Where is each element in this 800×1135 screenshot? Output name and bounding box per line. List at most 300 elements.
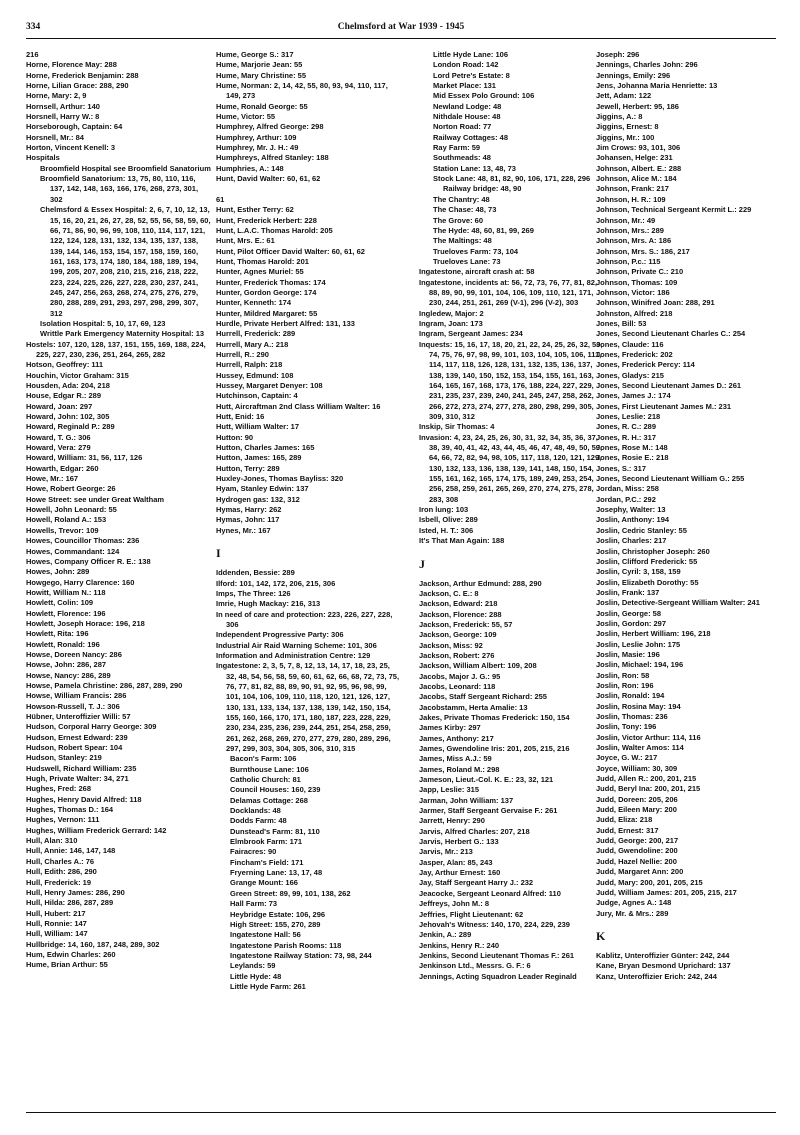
index-entry: Judd, Gwendoline: 200 <box>596 846 678 856</box>
index-subentry: Southmeads: 48 <box>433 153 491 163</box>
index-entry: Jackson, Robert: 276 <box>419 650 495 660</box>
index-entry: Hughes, Fred: 268 <box>26 784 92 794</box>
index-entry: Joslin, Frank: 137 <box>596 587 660 597</box>
index-entry: Joslin, Herbert William: 196, 218 <box>596 629 711 639</box>
index-entry: Judd, Hazel Nellie: 200 <box>596 856 677 866</box>
index-entry: Hull, Charles A.: 76 <box>26 856 95 866</box>
index-entry: Jasper, Alan: 85, 243 <box>419 857 493 867</box>
index-entry: Howard, Joan: 297 <box>26 401 93 411</box>
index-entry: Hutton, Terry: 289 <box>216 463 280 473</box>
index-entry: Howes, Commandant: 124 <box>26 546 120 556</box>
index-subentry: Dunstead's Farm: 81, 110 <box>230 826 320 836</box>
index-entry: Judd, Mary: 200, 201, 205, 215 <box>596 877 703 887</box>
index-entry: Hull, Hilda: 286, 287, 289 <box>26 898 114 908</box>
index-entry: Jones, Rose M.: 148 <box>596 443 668 453</box>
index-entry: Jiggins, A.: 8 <box>596 112 643 122</box>
index-subentry: Norton Road: 77 <box>433 122 492 132</box>
index-entry: Judd, George: 200, 217 <box>596 836 679 846</box>
index-subentry: Ray Farm: 59 <box>433 143 481 153</box>
index-entry: Jarvis, Mr.: 213 <box>419 847 473 857</box>
index-entry: Hunter, Mildred Margaret: 55 <box>216 308 318 318</box>
index-entry: Hurrell, Frederick: 289 <box>216 329 296 339</box>
index-entry: Hughes, Henry David Alfred: 118 <box>26 794 142 804</box>
index-entry: Jackson, Arthur Edmund: 288, 290 <box>419 578 542 588</box>
index-entry: Jeacocke, Sergeant Leonard Alfred: 110 <box>419 888 561 898</box>
index-entry: Jones, Second Lieutenant William G.: 255 <box>596 474 745 484</box>
index-entry: Jordan, Miss: 258 <box>596 484 659 494</box>
index-entry: Jackson, Edward: 218 <box>419 599 498 609</box>
index-entry: Hunt, L.A.C. Thomas Harold: 205 <box>216 225 333 235</box>
index-entry: Jehovah's Witness: 140, 170, 224, 229, 239 <box>419 919 570 929</box>
index-entry: Howlett, Ronald: 196 <box>26 639 100 649</box>
index-subentry: London Road: 142 <box>433 60 499 70</box>
index-entry: Hugh, Private Walter: 34, 271 <box>26 774 129 784</box>
index-entry: Hutt, William Walter: 17 <box>216 422 299 432</box>
index-entry: Hull, William: 147 <box>26 929 88 939</box>
index-entry: Hudson, Stanley: 219 <box>26 753 102 763</box>
index-entry: Johnson, Mrs. A: 186 <box>596 236 672 246</box>
page-number: 334 <box>26 22 41 32</box>
index-subentry: Mid Essex Polo Ground: 106 <box>433 91 535 101</box>
index-entry: Huxley-Jones, Thomas Bayliss: 320 <box>216 474 344 484</box>
index-entry: Hutton, Charles James: 165 <box>216 443 315 453</box>
index-entry: Horne, Florence May: 288 <box>26 60 117 70</box>
index-entry: Hostels: 107, 120, 128, 137, 151, 155, 169, 188, 224, 225, 227, 230, 236, 251, 264, 265, 282 <box>26 339 206 359</box>
index-entry: Hunter, Agnes Muriel: 55 <box>216 267 304 277</box>
index-subentry: Dodds Farm: 48 <box>230 816 287 826</box>
index-entry: Howe Street: see under Great Waltham <box>26 494 165 504</box>
index-entry: Hussey, Margaret Denyer: 108 <box>216 381 323 390</box>
index-subentry: The Grove: 60 <box>433 215 484 225</box>
index-entry: Jones, Rosie E.: 218 <box>596 453 669 463</box>
index-column-3 <box>419 50 605 982</box>
index-entry: Hum, Edwin Charles: 260 <box>26 949 116 959</box>
index-entry: Joslin, George: 58 <box>596 608 662 618</box>
index-subentry: Ingatestone Hall: 56 <box>230 930 301 940</box>
index-subentry: Leylands: 59 <box>230 961 276 971</box>
index-entry: Howse, John: 286, 287 <box>26 660 107 670</box>
index-entry: Howe, Mr.: 167 <box>26 474 79 484</box>
index-entry: Hunt, Pilot Officer David Walter: 60, 61, 62 <box>216 246 365 256</box>
index-entry: Jarmer, Staff Sergeant Gervaise F.: 261 <box>419 806 558 816</box>
index-entry: Joslin, Tony: 196 <box>596 722 657 732</box>
index-entry: Jameson, Lieut.-Col. K. E.: 23, 32, 121 <box>419 775 554 785</box>
index-subentry: Lord Petre's Estate: 8 <box>433 70 510 80</box>
index-entry: Johnson, P.c.: 115 <box>596 256 661 266</box>
index-entry: Hutchinson, Captain: 4 <box>216 391 298 401</box>
index-entry: Johnson, Alice M.: 184 <box>596 174 677 184</box>
index-entry: Jenkinson Ltd., Messrs. G. F.: 6 <box>419 961 531 971</box>
index-entry: Hudson, Ernest Edward: 239 <box>26 732 128 742</box>
index-entry: Industrial Air Raid Warning Scheme: 101, 306 <box>216 640 377 650</box>
index-entry: Howell, Roland A.: 153 <box>26 515 107 525</box>
index-entry: Jones, Second Lieutenant James D.: 261 <box>596 381 742 390</box>
index-entry: Jones, Claude: 116 <box>596 339 664 349</box>
index-entry: Hutton, James: 165, 289 <box>216 453 302 463</box>
index-entry: Jeffries, Flight Lieutenant: 62 <box>419 909 524 919</box>
index-entry: Howse, Pamela Christine: 286, 287, 289, 290 <box>26 680 183 690</box>
index-entry: Howlett, Florence: 196 <box>26 608 106 618</box>
index-entry: Johnson, Mr.: 49 <box>596 215 656 225</box>
index-entry: Hull, Annie: 146, 147, 148 <box>26 846 116 856</box>
index-entry: Howitt, William N.: 118 <box>26 587 106 597</box>
index-entry: Jones, James J.: 174 <box>596 391 671 401</box>
index-entry: Jenkins, Second Lieutenant Thomas F.: 261 <box>419 950 575 960</box>
index-entry: Howes, John: 289 <box>26 567 90 577</box>
index-entry: Ilford: 101, 142, 172, 206, 215, 306 <box>216 578 336 588</box>
index-subentry: Ingatestone Parish Rooms: 118 <box>230 940 342 950</box>
index-entry: Jacobs, Major J. G.: 95 <box>419 671 501 681</box>
index-subentry: Fincham's Field: 171 <box>230 857 304 867</box>
index-subentry: Burnthouse Lane: 106 <box>230 764 309 774</box>
index-entry: Iddenden, Bessie: 289 <box>216 568 295 578</box>
index-subentry: Delamas Cottage: 268 <box>230 795 308 805</box>
index-subentry: Fairacres: 90 <box>230 847 277 857</box>
index-entry: Johnson, Mrs.: 289 <box>596 225 664 235</box>
index-entry: Hurdle, Private Herbert Alfred: 131, 133 <box>216 318 355 328</box>
index-entry: Jewell, Herbert: 95, 186 <box>596 101 679 111</box>
index-subentry: Fryerning Lane: 13, 17, 48 <box>230 868 323 878</box>
index-entry: Ingram, Sergeant James: 234 <box>419 329 523 339</box>
spacer <box>216 184 402 194</box>
index-entry: Joyce, William: 30, 309 <box>596 763 678 773</box>
index-entry: Hull, Henry James: 286, 290 <box>26 887 125 897</box>
index-entry: Johnson, Thomas: 109 <box>596 277 678 287</box>
index-subentry: Trueloves Farm: 73, 104 <box>433 246 519 256</box>
index-entry: Isted, H. T.: 306 <box>419 525 474 535</box>
index-entry: Judd, Margaret Ann: 200 <box>596 867 684 877</box>
index-entry: Howgego, Harry Clarence: 160 <box>26 577 135 587</box>
index-entry: Hudson, Corporal Harry George: 309 <box>26 722 157 732</box>
index-entry: James, Miss A.J.: 59 <box>419 754 492 764</box>
index-entry: Ingledew, Major: 2 <box>419 308 484 318</box>
index-entry: Inskip, Sir Thomas: 4 <box>419 422 495 432</box>
index-entry: Jordan, P.C.: 292 <box>596 494 656 504</box>
index-entry: Hume, Ronald George: 55 <box>216 101 308 111</box>
index-entry: Jennings, Acting Squadron Leader Reginald <box>419 971 577 981</box>
index-entry: Hutton: 90 <box>216 432 254 442</box>
index-subentry: Writtle Park Emergency Maternity Hospital: 13 <box>40 329 205 339</box>
index-subentry: Little Hyde Lane: 106 <box>433 50 509 59</box>
index-entry: Joslin, Ron: 196 <box>596 680 654 690</box>
index-entry: Hydrogen gas: 132, 312 <box>216 494 300 504</box>
index-entry: Jarvis, Herbert G.: 133 <box>419 837 499 847</box>
index-entry: Judd, Eileen Mary: 200 <box>596 805 677 815</box>
index-entry: Jarvis, Alfred Charles: 207, 218 <box>419 826 530 836</box>
index-entry: Kane, Bryan Desmond Uprichard: 137 <box>596 961 731 971</box>
index-entry: Johnson, Technical Sergeant Kermit L.: 229 <box>596 205 752 215</box>
index-column-2 <box>216 50 402 992</box>
index-entry: Joslin, Gordon: 297 <box>596 618 667 628</box>
index-entry: Hudson, Robert Spear: 104 <box>26 743 123 753</box>
index-subentry: Hall Farm: 73 <box>230 899 278 909</box>
index-entry: Invasion: 4, 23, 24, 25, 26, 30, 31, 32, 34, 35, 36, 37, 38, 39, 40, 41, 42, 43, 44, 45, 46, 47, 48, 49, 50, 59, 64, 66, 72, 82, 94, 98, 105, 117, 118, 120, 121, 129, 130, 132, 133, 136, 138, 139, 141, 148, 150, 154, 155, 161, 162, 165, 174, 175, 189, 249, 253, 254, 256, 258, 259, 261, 265, 269, 270, 274, 275, 278, 283, 308 <box>419 432 603 504</box>
index-entry: Jones, Bill: 53 <box>596 318 647 328</box>
index-subentry: Ingatestone Railway Station: 73, 98, 244 <box>230 950 372 960</box>
index-entry: Joslin, Clifford Frederick: 55 <box>596 556 698 566</box>
index-entry: Hull, Frederick: 19 <box>26 877 92 887</box>
index-entry: Joslin, Rosina May: 194 <box>596 701 681 711</box>
index-entry: Horsnell, Mr.: 84 <box>26 132 84 142</box>
index-entry: Joslin, Elizabeth Dorothy: 55 <box>596 577 699 587</box>
index-entry: Horsnell, Harry W.: 8 <box>26 112 100 122</box>
index-entry: Joseph: 296 <box>596 50 640 59</box>
index-subentry: Broomfield Sanatorium: 13, 75, 80, 110, 116, 137, 142, 148, 163, 166, 176, 268, 273, 301, 302 <box>40 174 199 204</box>
index-entry: Joslin, Charles: 217 <box>596 536 667 546</box>
index-entry: Hunter, Frederick Thomas: 174 <box>216 277 326 287</box>
index-entry: Hume, Victor: 55 <box>216 112 276 122</box>
index-entry: Jackson, George: 109 <box>419 630 497 640</box>
index-entry: Ingram, Joan: 173 <box>419 318 483 328</box>
index-entry: Kanz, Unteroffizier Erich: 242, 244 <box>596 971 717 981</box>
index-entry: Joslin, Masie: 196 <box>596 649 660 659</box>
index-entry: Jenkins, Henry R.: 240 <box>419 940 500 950</box>
index-entry: Joslin, Leslie John: 175 <box>596 639 681 649</box>
index-entry: Jackson, Frederick: 55, 57 <box>419 619 513 629</box>
index-subentry: Stock Lane: 48, 81, 82, 90, 106, 171, 228, 296 <box>433 174 591 184</box>
index-entry: Joslin, Victor Arthur: 114, 116 <box>596 732 701 742</box>
index-entry: Independent Progressive Party: 306 <box>216 630 344 640</box>
index-entry: Jennings, Charles John: 296 <box>596 60 698 70</box>
index-subentry: Green Street: 89, 99, 101, 138, 262 <box>230 888 351 898</box>
index-entry: Houchin, Victor Graham: 315 <box>26 370 129 380</box>
index-entry: Howson-Russell, T. J.: 306 <box>26 701 120 711</box>
index-entry: Japp, Leslie: 315 <box>419 785 480 795</box>
index-entry: Hutt, Aircraftman 2nd Class William Walter: 16 <box>216 401 381 411</box>
index-entry: Hume, George S.: 317 <box>216 50 294 59</box>
index-subentry: Broomfield Hospital see Broomfield Sanatorium <box>40 163 211 173</box>
index-entry: Jiggins, Mr.: 100 <box>596 132 655 142</box>
index-entry: Hume, Norman: 2, 14, 42, 55, 80, 93, 94, 110, 117, 149, 273 <box>216 81 388 101</box>
index-entry: Humphreys, Alfred Stanley: 188 <box>216 153 329 163</box>
index-entry: Howlett, Joseph Horace: 196, 218 <box>26 618 145 628</box>
index-entry: Hurrell, Mary A.: 218 <box>216 339 289 349</box>
index-entry: Jones, Gladys: 215 <box>596 370 664 380</box>
index-entry: Horne, Mary: 2, 9 <box>26 91 87 101</box>
index-entry: Jett, Adam: 122 <box>596 91 652 101</box>
index-entry: 61 <box>216 194 225 204</box>
index-entry: Howse, Doreen Nancy: 286 <box>26 649 122 659</box>
index-entry: Jones, Frederick Percy: 114 <box>596 360 695 370</box>
index-entry: Horne, Frederick Benjamin: 288 <box>26 70 139 80</box>
index-entry: Hübner, Unteroffizier Willi: 57 <box>26 712 131 721</box>
page-header <box>26 20 776 39</box>
index-entry: Howarth, Edgar: 260 <box>26 463 99 473</box>
index-entry: Isbell, Olive: 289 <box>419 515 478 525</box>
index-entry: Hull, Alan: 310 <box>26 836 78 846</box>
index-entry: Johnson, Victor: 186 <box>596 287 670 297</box>
index-subentry: Market Place: 131 <box>433 81 496 91</box>
index-entry: Hullbridge: 14, 160, 187, 248, 289, 302 <box>26 939 160 949</box>
index-entry: Howse, Nancy: 286, 289 <box>26 670 111 680</box>
index-subentry: Council Houses: 160, 239 <box>230 785 321 795</box>
index-entry: Judd, William James: 201, 205, 215, 217 <box>596 887 737 897</box>
index-subentry: The Maltings: 48 <box>433 236 492 246</box>
running-title: Chelmsford at War 1939 - 1945 <box>337 22 465 32</box>
index-entry: Jackson, Florence: 288 <box>419 609 502 619</box>
index-entry: Jackson, William Albert: 109, 208 <box>419 661 537 671</box>
index-entry: Humphrey, Mr. J. H.: 49 <box>216 143 299 153</box>
index-entry: Hutt, Enid: 16 <box>216 412 265 422</box>
index-entry: Hurrell, R.: 290 <box>216 349 269 359</box>
index-entry: Hornsell, Arthur: 140 <box>26 101 100 111</box>
index-subentry: The Chantry: 48 <box>433 194 490 204</box>
index-entry: Jones, Leslie: 218 <box>596 412 661 422</box>
index-subentry: Little Hyde: 48 <box>230 971 282 981</box>
section-letter: J <box>419 556 425 571</box>
index-entry: Howlett, Rita: 196 <box>26 629 89 639</box>
footer-rule <box>26 1112 776 1113</box>
index-subentry: Docklands: 48 <box>230 806 281 816</box>
index-entry: Howes, Councillor Thomas: 236 <box>26 536 140 546</box>
index-entry: James, Roland M.: 298 <box>419 764 500 774</box>
index-entry: Horne, Lilian Grace: 288, 290 <box>26 81 129 91</box>
index-subentry: Station Lane: 13, 48, 73 <box>433 163 516 173</box>
index-entry: Joslin, Cedric Stanley: 55 <box>596 525 687 535</box>
index-entry: Judd, Ernest: 317 <box>596 825 659 835</box>
index-entry: Howard, John: 102, 305 <box>26 412 110 422</box>
index-entry: Judge, Agnes A.: 148 <box>596 898 672 908</box>
index-entry: Jones, S.: 317 <box>596 463 647 473</box>
index-entry: Hunt, Mrs. E.: 61 <box>216 236 275 246</box>
index-entry: Hughes, William Frederick Gerrard: 142 <box>26 825 167 835</box>
index-entry: Hume, Brian Arthur: 55 <box>26 960 108 970</box>
index-entry: James Kirby: 297 <box>419 723 481 733</box>
index-entry: Johnson, Frank: 217 <box>596 184 669 194</box>
index-subentry: Little Hyde Farm: 261 <box>230 981 306 991</box>
index-entry: Joslin, Ron: 58 <box>596 670 650 680</box>
index-entry: Joslin, Michael: 194, 196 <box>596 660 684 670</box>
index-entry: Ingatestone, aircraft crash at: 58 <box>419 267 535 277</box>
index-entry: Hospitals <box>26 153 60 163</box>
index-column-4 <box>596 50 782 982</box>
index-entry: Imps, The Three: 126 <box>216 588 291 598</box>
index-entry: Hume, Marjorie Jean: 55 <box>216 60 303 70</box>
index-entry: Jarrett, Henry: 290 <box>419 816 485 826</box>
index-entry: Joslin, Anthony: 194 <box>596 515 670 525</box>
index-entry: Humphries, A.: 148 <box>216 163 284 173</box>
index-entry: Joslin, Thomas: 236 <box>596 712 668 721</box>
index-entry: Hunt, Esther Terry: 62 <box>216 205 294 215</box>
index-entry: Jackson, Miss: 92 <box>419 640 483 650</box>
index-entry: Joslin, Cyril: 3, 158, 159 <box>596 567 681 577</box>
index-entry: Jarman, John William: 137 <box>419 795 514 805</box>
index-entry: Johnson, H. R.: 109 <box>596 194 666 204</box>
index-subentry: Bacon's Farm: 106 <box>230 754 297 764</box>
index-columns <box>26 50 776 1110</box>
index-entry: Jakes, Private Thomas Frederick: 150, 154 <box>419 712 570 722</box>
index-entry: Hussey, Edmund: 108 <box>216 370 294 380</box>
index-subentry: Chelmsford & Essex Hospital: 2, 6, 7, 10, 12, 13, 15, 16, 20, 21, 26, 27, 28, 52, 55, 56, 58, 59, 60, 66, 71, 86, 90, 96, 99, 108, 110, 114, 117, 121, 122, 124, 128, 131, 132, 134, 135, 137, 138, 139, 144, 146, 153, 154, 157, 158, 159, 160, 161, 163, 173, 174, 180, 184, 188, 189, 194, 199, 205, 207, 208, 210, 215, 216, 218, 222, 223, 224, 225, 226, 227, 228, 230, 237, 241, 245, 247, 256, 263, 268, 274, 275, 276, 279, 280, 288, 289, 291, 293, 297, 298, 299, 307, 312 <box>40 205 211 318</box>
index-entry: Hunter, Kenneth: 174 <box>216 298 292 308</box>
index-entry: Howells, Trevor: 109 <box>26 525 99 535</box>
index-subentry: Trueloves Lane: 73 <box>433 256 501 266</box>
index-subentry: Elmbrook Farm: 171 <box>230 837 303 847</box>
index-subentry: Railway Cottages: 48 <box>433 132 509 142</box>
index-entry: Jones, Frederick: 202 <box>596 349 673 359</box>
index-entry: Howes, Company Officer R. E.: 138 <box>26 556 151 566</box>
index-entry: Howard, T. G.: 306 <box>26 432 91 442</box>
index-entry: Humphrey, Arthur: 109 <box>216 132 297 142</box>
index-entry: Hynes, Mr.: 167 <box>216 525 271 535</box>
index-entry: Hull, Ronnie: 147 <box>26 918 87 928</box>
index-subentry: Heybridge Estate: 106, 296 <box>230 909 326 919</box>
index-subentry: Railway bridge: 48, 90 <box>443 184 522 194</box>
index-entry: Hunt, David Walter: 60, 61, 62 <box>216 174 321 184</box>
index-entry: Howard, Reginald P.: 289 <box>26 422 115 432</box>
index-entry: Imrie, Hugh Mackay: 216, 313 <box>216 599 321 609</box>
index-entry: Hunt, Frederick Herbert: 228 <box>216 215 317 225</box>
index-entry: Horseborough, Captain: 64 <box>26 122 123 132</box>
index-subentry: The Hyde: 48, 60, 81, 99, 269 <box>433 225 534 235</box>
index-entry: Jenkin, A.: 289 <box>419 930 472 940</box>
index-entry: Kablitz, Unteroffizier Günter: 242, 244 <box>596 950 730 960</box>
index-entry: Joyce, G. W.: 217 <box>596 753 658 763</box>
section-letter: K <box>596 928 606 943</box>
index-entry: Jones, Second Lieutenant Charles C.: 254 <box>596 329 746 339</box>
index-entry: In need of care and protection: 223, 226, 227, 228, 306 <box>216 609 393 629</box>
index-entry: Ingatestone, incidents at: 56, 72, 73, 76, 77, 81, 82, 88, 89, 90, 99, 101, 104, 106, 109, 110, 121, 171, 230, 244, 251, 261, 269 (V-1), 296 (V-2), 303 <box>419 277 597 308</box>
index-entry: Johnson, Private C.: 210 <box>596 267 684 277</box>
index-entry: Information and Administration Centre: 129 <box>216 650 371 660</box>
index-entry: Joslin, Walter Amos: 114 <box>596 743 684 753</box>
index-entry: Howard, William: 31, 56, 117, 126 <box>26 453 143 463</box>
index-entry: Johnson, Albert. E.: 288 <box>596 163 682 173</box>
index-entry: Judd, Eliza: 218 <box>596 815 653 825</box>
index-subentry: Grange Mount: 166 <box>230 878 298 888</box>
index-subentry: High Street: 155, 270, 289 <box>230 919 321 929</box>
index-entry: Jones, R. H.: 317 <box>596 432 657 442</box>
index-entry: Jacobstamm, Herta Amalie: 13 <box>419 702 528 712</box>
index-entry: Hull, Hubert: 217 <box>26 908 86 918</box>
index-entry: Joslin, Detective-Sergeant William Walter: 241 <box>596 598 760 608</box>
index-entry: Hughes, Thomas D.: 164 <box>26 805 114 815</box>
index-entry: Howard, Vera: 279 <box>26 443 91 453</box>
index-entry: James, Anthony: 217 <box>419 733 494 743</box>
index-entry: Hurrell, Ralph: 218 <box>216 360 283 370</box>
index-entry: 216 <box>26 50 39 59</box>
index-entry: House, Edgar R.: 289 <box>26 391 102 401</box>
index-entry: Jay, Staff Sergeant Harry J.: 232 <box>419 878 534 888</box>
index-entry: Jim Crows: 93, 101, 306 <box>596 143 681 153</box>
index-entry: Ingatestone: 2, 3, 5, 7, 8, 12, 13, 14, 17, 18, 23, 25, 32, 48, 54, 56, 58, 59, 60, 61, 62, 66, 68, 72, 73, 75, 76, 77, 81, 82, 88, 89, 90, 91, 92, 95, 96, 98, 99, 101, 104, 106, 109, 110, 118, 120, 121, 126, 127, 130, 131, 133, 134, 137, 138, 139, 142, 150, 154, 155, 160, 166, 170, 171, 180, 187, 223, 228, 229, 230, 234, 235, 236, 239, 244, 251, 254, 258, 259, 261, 262, 268, 269, 270, 277, 279, 280, 289, 296, 297, 299, 303, 304, 305, 306, 310, 315 <box>216 661 400 753</box>
index-entry: Hymas, John: 117 <box>216 515 280 525</box>
index-entry: Howe, Robert George: 26 <box>26 484 116 494</box>
index-subentry: Isolation Hospital: 5, 10, 17, 69, 123 <box>40 318 166 328</box>
index-entry: Howse, William Francis: 286 <box>26 691 127 701</box>
index-entry: Judd, Doreen: 205, 206 <box>596 794 678 804</box>
index-subentry: Nithdale House: 48 <box>433 112 501 122</box>
index-column-1 <box>26 50 212 971</box>
index-entry: Johnston, Alfred: 218 <box>596 308 673 318</box>
index-entry: Jones, R. C.: 289 <box>596 422 657 432</box>
index-entry: Inquests: 15, 16, 17, 18, 20, 21, 22, 24, 25, 26, 32, 59, 74, 75, 76, 97, 98, 99, 101, 103, 104, 105, 106, 111, 114, 117, 118, 126, 128, 131, 132, 135, 136, 137, 138, 139, 140, 150, 152, 153, 154, 155, 161, 163, 164, 165, 167, 168, 173, 176, 188, 224, 227, 229, 231, 235, 237, 239, 240, 241, 245, 247, 258, 262, 266, 272, 273, 274, 277, 278, 280, 298, 299, 305, 309, 310, 312 <box>419 339 603 422</box>
index-entry: Hume, Mary Christine: 55 <box>216 70 307 80</box>
index-entry: Johnson, Winifred Joan: 288, 291 <box>596 298 715 308</box>
index-entry: Jury, Mr. & Mrs.: 289 <box>596 908 669 918</box>
index-entry: Johansen, Helge: 231 <box>596 153 673 163</box>
index-entry: Hughes, Vernon: 111 <box>26 815 100 825</box>
index-entry: Hymas, Harry: 262 <box>216 505 282 515</box>
index-subentry: Catholic Church: 81 <box>230 775 301 785</box>
index-subentry: The Chase: 48, 73 <box>433 205 497 215</box>
index-entry: Howell, John Leonard: 55 <box>26 505 117 515</box>
index-entry: Hunt, Thomas Harold: 201 <box>216 256 309 266</box>
index-entry: Jiggins, Ernest: 8 <box>596 122 659 132</box>
index-entry: Iron lung: 103 <box>419 505 469 515</box>
index-entry: Judd, Beryl Ina: 200, 201, 215 <box>596 784 701 794</box>
index-entry: Humphrey, Alfred George: 298 <box>216 122 324 132</box>
